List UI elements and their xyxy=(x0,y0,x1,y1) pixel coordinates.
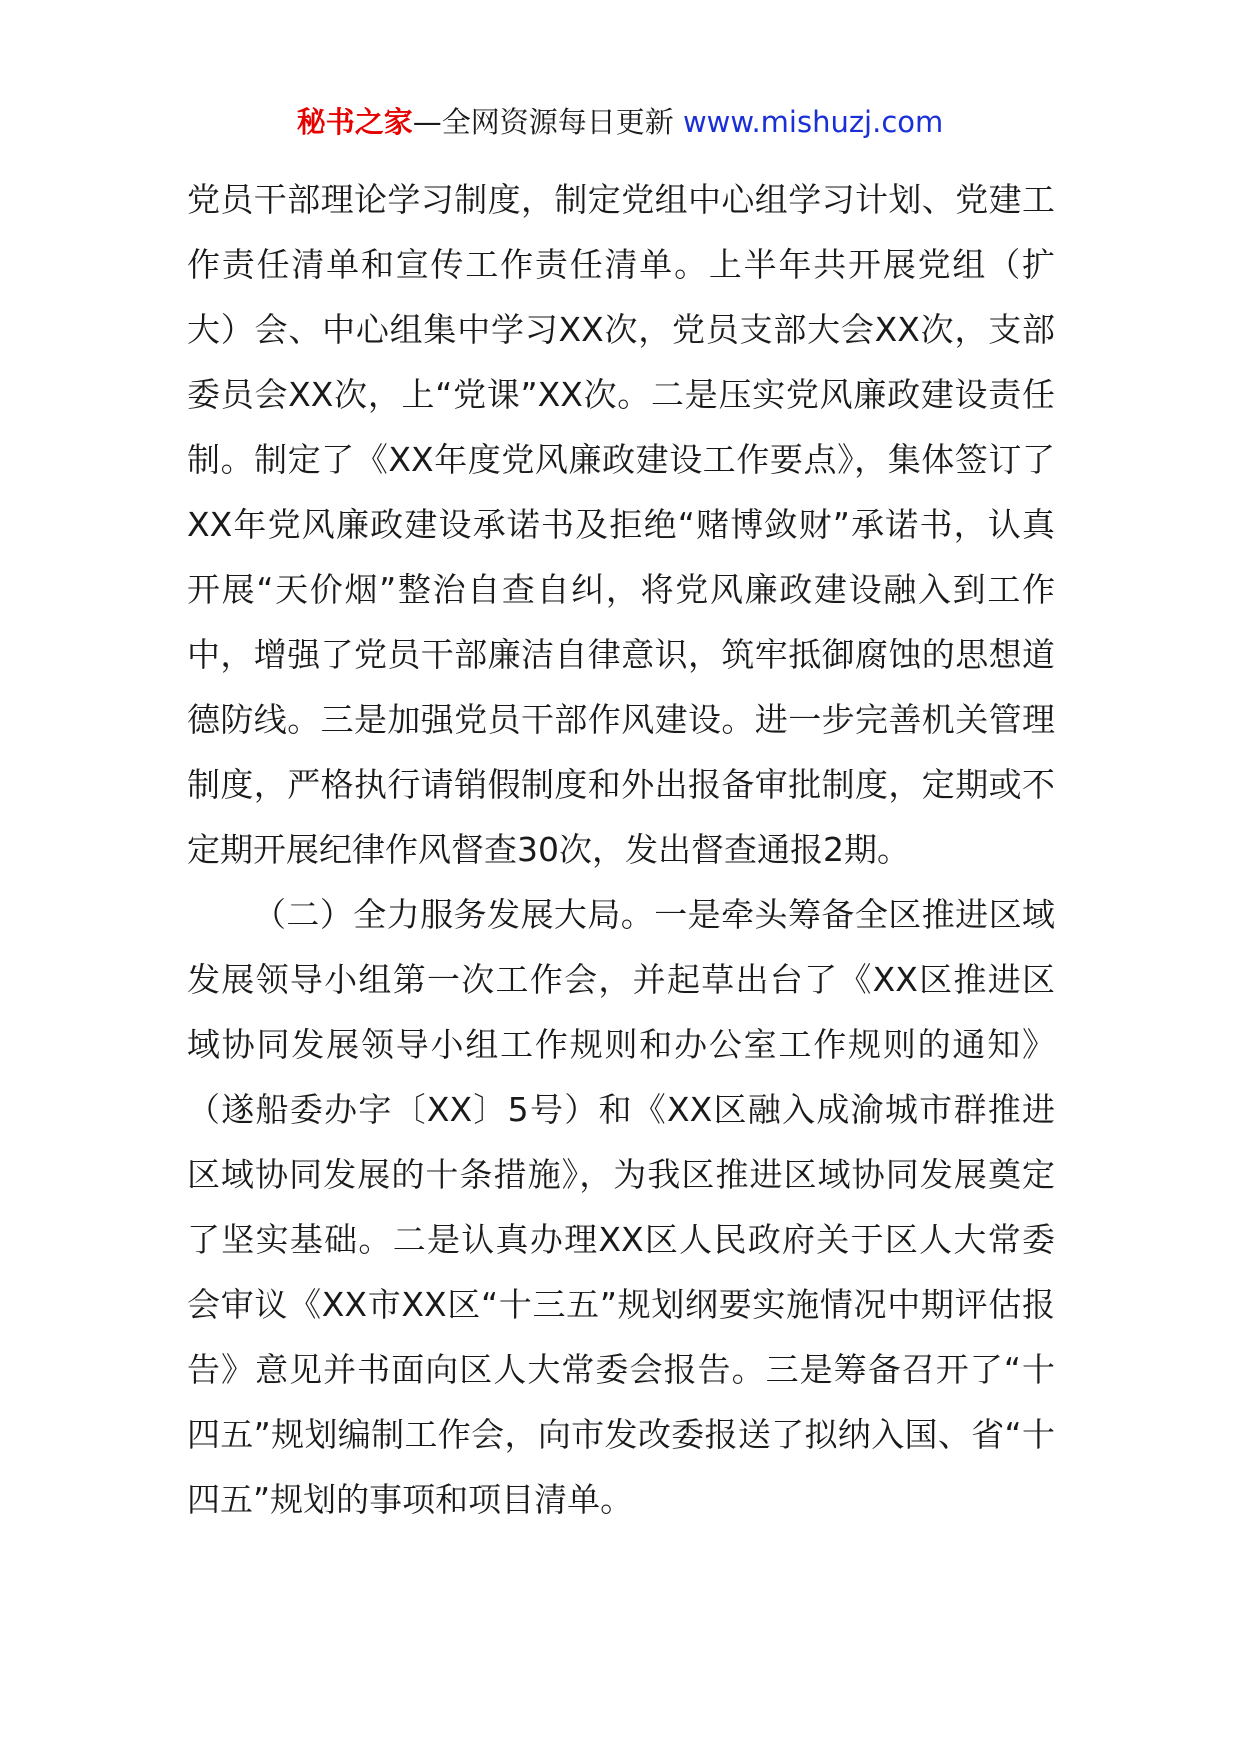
page-header xyxy=(0,102,1240,142)
header-brand: 秘书之家 xyxy=(296,105,413,139)
header-site-link[interactable]: www.mishuzj.com xyxy=(682,105,944,139)
document-body xyxy=(187,167,1055,1532)
paragraph-continued: 党员干部理论学习制度，制定党组中心组学习计划、党建工作责任清单和宣传工作责任清单。上半年共开展党组（扩大）会、中心组集中学习XX次，党员支部大会XX次，支部委员会XX次，上“党课”XX次。二是压实党风廉政建设责任制。制定了《XX年度党风廉政建设工作要点》，集体签订了XX年党风廉政建设承诺书及拒绝“赌博敛财”承诺书，认真开展“天价烟”整治自查自纠，将党风廉政建设融入到工作中，增强了党员干部廉洁自律意识，筑牢抵御腐蚀的思想道德防线。三是加强党员干部作风建设。进一步完善机关管理制度，严格执行请销假制度和外出报备审批制度，定期或不定期开展纪律作风督查30次，发出督查通报2期。 xyxy=(187,180,1055,869)
paragraph-section-two: （二）全力服务发展大局。一是牵头筹备全区推进区域发展领导小组第一次工作会，并起草出台了《XX区推进区域协同发展领导小组工作规则和办公室工作规则的通知》（遂船委办字〔XX〕5号）和《XX区融入成渝城市群推进区域协同发展的十条措施》，为我区推进区域协同发展奠定了坚实基础。二是认真办理XX区人民政府关于区人大常委会审议《XX市XX区“十三五”规划纲要实施情况中期评估报告》意见并书面向区人大常委会报告。三是筹备召开了“十四五”规划编制工作会，向市发改委报送了拟纳入国、省“十四五”规划的事项和项目清单。 xyxy=(187,895,1055,1519)
header-tagline: —全网资源每日更新 xyxy=(412,105,674,139)
